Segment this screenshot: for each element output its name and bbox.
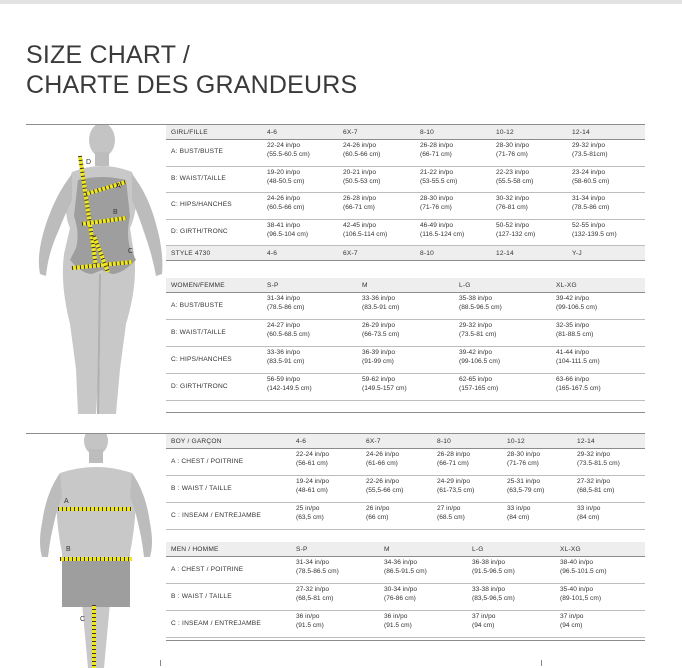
men_table-cell: (94 cm) <box>472 622 495 629</box>
table-rule <box>166 373 645 374</box>
girl_table-row-label: C: HIPS/HANCHES <box>171 201 232 209</box>
men_table-row-label: C : INSEAM / ENTREJAMBE <box>171 619 261 627</box>
women_table-cell: (165-167.5 cm) <box>556 385 601 392</box>
boy_table-cell: 24-29 in/po <box>437 478 470 485</box>
girl-label-d: D <box>86 159 92 166</box>
girl_table-cell: (71-76 cm) <box>496 151 528 158</box>
boy_table-cell: 25 in/po <box>296 505 320 512</box>
women_table-cell: 24-27 in/po <box>267 322 300 329</box>
women_table-row-label: D: GIRTH/TRONC <box>171 382 228 390</box>
women_table-row-label: A: BUST/BUSTE <box>171 301 224 309</box>
boy_table-cell: (48-61 cm) <box>296 487 328 494</box>
girl-figure-illustration <box>26 124 166 414</box>
boy_table-cell: 33 in/po <box>507 505 531 512</box>
boy-label-a: A <box>64 498 69 505</box>
table-rule <box>166 556 645 557</box>
girl_table-cell: 28-30 in/po <box>496 142 529 149</box>
boy-label-c: C <box>80 616 86 623</box>
men_table-cell: 33-38 in/po <box>472 586 505 593</box>
boy_table-size-1: 6X-7 <box>366 438 381 445</box>
women_table-cell: (83.5-91 cm) <box>267 358 305 365</box>
girl_table-style-size-2: 8-10 <box>420 250 434 257</box>
boy-figure-illustration <box>26 433 166 668</box>
women_table-cell: 29-32 in/po <box>459 322 492 329</box>
men_table-cell: 37 in/po <box>472 613 496 620</box>
boy_table-cell: 26 in/po <box>366 505 390 512</box>
table-rule <box>166 260 645 261</box>
women_table-cell: 41-44 in/po <box>556 349 589 356</box>
boy_table-cell: 27-32 in/po <box>577 478 610 485</box>
men_table-size-0: S-P <box>296 546 308 553</box>
girl_table-cell: 30-32 in/po <box>496 195 529 202</box>
women_table-cell: (78.5-86 cm) <box>267 304 305 311</box>
girl-label-a: A <box>116 183 121 190</box>
boy_table-cell: 33 in/po <box>577 505 601 512</box>
women_table-cell: (91-99 cm) <box>362 358 394 365</box>
girl_table-style-size-0: 4-6 <box>267 250 278 257</box>
women_table-cell: (81-88.5 cm) <box>556 331 594 338</box>
men_table-cell: 31-34 in/po <box>296 559 329 566</box>
title-line-1: SIZE CHART / <box>26 41 191 69</box>
men_table-cell: (91.5 cm) <box>296 622 324 629</box>
boy_table-cell: 29-32 in/po <box>577 451 610 458</box>
boy_table-size-3: 10-12 <box>507 438 525 445</box>
men_table-cell: 36-38 in/po <box>472 559 505 566</box>
women_table-cell: (88.5-96.5 cm) <box>459 304 502 311</box>
top-bar <box>0 0 682 4</box>
girl_table-cell: (66-71 cm) <box>343 204 375 211</box>
boy_table-cell: (55,5-66 cm) <box>366 487 404 494</box>
girl_table-cell: (60.5-66 cm) <box>267 204 305 211</box>
table-rule <box>166 637 645 638</box>
men_table-cell: (94 cm) <box>560 622 583 629</box>
boy_table-cell: (84 cm) <box>507 514 530 521</box>
girl_table-cell: 28-30 in/po <box>420 195 453 202</box>
women_table-header-label: WOMEN/FEMME <box>171 282 225 289</box>
boy_table-header-label: BOY / GARÇON <box>171 438 222 445</box>
women_table-cell: 33-36 in/po <box>362 295 395 302</box>
table-rule <box>166 319 645 320</box>
women_table-cell: 35-38 in/po <box>459 295 492 302</box>
men_table-size-1: M <box>384 546 390 553</box>
girl_table-row-label: A: BUST/BUSTE <box>171 148 224 156</box>
women_table-cell: (99-106.5 cm) <box>556 304 598 311</box>
boy_table-cell: (84 cm) <box>577 514 600 521</box>
women_table-cell: 59-62 in/po <box>362 376 395 383</box>
girl_table-cell: (50.5-53 cm) <box>343 177 381 185</box>
women_table-row-label: B: WAIST/TAILLE <box>171 328 227 336</box>
men_table-size-3: XL-XG <box>560 546 581 553</box>
boy_table-size-0: 4-6 <box>296 438 307 445</box>
girl_table-cell: 38-41 in/po <box>267 221 300 229</box>
table-rule <box>166 610 645 611</box>
girl_table-cell: (76-81 cm) <box>496 204 528 211</box>
table-rule <box>166 219 645 220</box>
girl_table-cell: (73.5-81cm) <box>572 151 608 158</box>
table-rule <box>166 292 645 293</box>
girl_table-cell: 22-23 in/po <box>496 168 529 176</box>
women_table-size-0: S-P <box>267 282 279 289</box>
boy_table-row-label: B : WAIST / TAILLE <box>171 484 232 492</box>
girl_table-cell: (71-76 cm) <box>420 204 452 211</box>
boy_table-cell: 22-26 in/po <box>366 478 399 485</box>
women_table-cell: (99-106.5 cm) <box>459 358 501 365</box>
women_table-size-1: M <box>362 282 368 289</box>
girl_table-cell: 24-26 in/po <box>267 195 300 202</box>
girl_table-cell: 20-21 in/po <box>343 168 376 176</box>
girl_table-cell: 50-52 in/po <box>496 221 529 229</box>
women_table-cell: (83.5-91 cm) <box>362 304 400 311</box>
boy_table-cell: (66-71 cm) <box>437 460 469 467</box>
table-rule <box>166 583 645 584</box>
men_table-cell: 38-40 in/po <box>560 559 593 566</box>
girl_table-size-3: 10-12 <box>496 129 514 136</box>
men_table-cell: (91.5-96.5 cm) <box>472 568 515 575</box>
men_table-cell: (91.5 cm) <box>384 622 412 629</box>
table-rule <box>166 400 645 401</box>
table-rule <box>166 192 645 193</box>
women_table-cell: 26-29 in/po <box>362 322 395 329</box>
girl_table-cell: (55.5-60.5 cm) <box>267 151 310 158</box>
girl_table-size-4: 12-14 <box>572 129 590 136</box>
boy-label-b: B <box>66 546 71 553</box>
girl_table-row-label: B: WAIST/TAILLE <box>171 174 227 182</box>
boy_table-cell: (68.5 cm) <box>437 514 465 521</box>
men_table-header-label: MEN / HOMME <box>171 546 219 553</box>
girl_table-cell: (116.5-124 cm) <box>420 230 465 238</box>
boy_table-cell: (73.5-81.5 cm) <box>577 460 620 467</box>
men_table-cell: (68,5-81 cm) <box>296 595 334 602</box>
girl_table-cell: (53-55.5 cm) <box>420 177 458 185</box>
men_table-cell: 30-34 in/po <box>384 586 417 593</box>
title-line-2: CHARTE DES GRANDEURS <box>26 71 358 99</box>
women_table-row-label: C: HIPS/HANCHES <box>171 355 232 363</box>
girl_table-cell: 31-34 in/po <box>572 195 605 202</box>
girl_table-cell: 24-26 in/po <box>343 142 376 149</box>
boy_table-cell: (56-61 cm) <box>296 460 328 467</box>
women_table-cell: 63-66 in/po <box>556 376 589 383</box>
section-rule-bottom-girl <box>166 412 645 413</box>
women_table-cell: 33-36 in/po <box>267 349 300 356</box>
girl_table-cell: 46-49 in/po <box>420 221 453 229</box>
girl_table-cell: (48-50.5 cm) <box>267 177 305 185</box>
girl_table-cell: 22-24 in/po <box>267 142 300 149</box>
girl_table-size-1: 6X-7 <box>343 129 358 136</box>
men_table-cell: 37 in/po <box>560 613 584 620</box>
boy_table-row-label: A : CHEST / POITRINE <box>171 457 244 465</box>
boy_table-cell: 22-24 in/po <box>296 451 329 458</box>
boy_table-size-4: 12-14 <box>577 438 595 445</box>
women_table-cell: 56-59 in/po <box>267 376 300 383</box>
girl_table-cell: (78.5-86 cm) <box>572 204 610 211</box>
boy_table-cell: (61-66 cm) <box>366 460 398 467</box>
women_table-cell: 36-39 in/po <box>362 349 395 356</box>
men_table-row-label: A : CHEST / POITRINE <box>171 565 244 573</box>
women_table-cell: 32-35 in/po <box>556 322 589 329</box>
girl_table-style-size-3: 12-14 <box>496 250 514 257</box>
girl_table-cell: 52-55 in/po <box>572 221 605 229</box>
women_table-cell: (157-165 cm) <box>459 385 499 392</box>
girl_table-style-size-1: 6X-7 <box>343 250 358 257</box>
boy_table-cell: 24-26 in/po <box>366 451 399 458</box>
girl_table-cell: (132-139.5 cm) <box>572 230 617 238</box>
men_table-row-label: B : WAIST / TAILLE <box>171 592 232 600</box>
women_table-cell: (73.5-81 cm) <box>459 331 497 338</box>
men_table-cell: (89-101,5 cm) <box>560 595 602 602</box>
men_table-cell: (96.5-101.5 cm) <box>560 568 607 575</box>
crop-mark-left <box>160 660 161 666</box>
table-rule <box>166 346 645 347</box>
boy_table-cell: 19-24 in/po <box>296 478 329 485</box>
women_table-cell: (149.5-157 cm) <box>362 385 407 392</box>
boy_table-cell: 25-31 in/po <box>507 478 540 485</box>
girl_table-size-2: 8-10 <box>420 129 434 136</box>
girl_table-cell: 21-22 in/po <box>420 168 453 176</box>
table-rule <box>166 139 645 140</box>
boy_table-cell: (63,5 cm) <box>296 514 324 521</box>
men_table-cell: (83,5-96,5 cm) <box>472 595 515 602</box>
women_table-cell: 39-42 in/po <box>556 295 589 302</box>
boy_table-cell: (68,5-81 cm) <box>577 487 615 494</box>
boy_table-cell: (66 cm) <box>366 514 389 521</box>
boy_table-cell: (61-73,5 cm) <box>437 487 475 494</box>
girl_table-cell: (106.5-114 cm) <box>343 230 388 238</box>
table-rule <box>166 529 645 530</box>
men_table-cell: (86.5-91.5 cm) <box>384 568 427 575</box>
girl_table-cell: (60.5-66 cm) <box>343 151 381 158</box>
women_table-cell: (104-111.5 cm) <box>556 358 600 365</box>
girl_table-cell: 29-32 in/po <box>572 142 605 149</box>
women_table-size-3: XL-XG <box>556 282 577 289</box>
men_table-cell: 27-32 in/po <box>296 586 329 593</box>
table-rule <box>166 166 645 167</box>
women_table-cell: (66-73.5 cm) <box>362 331 400 338</box>
women_table-cell: (60.5-68.5 cm) <box>267 331 310 338</box>
girl_table-header-label: GIRL/FILLE <box>171 129 208 136</box>
boy_table-row-label: C : INSEAM / ENTREJAMBE <box>171 511 261 519</box>
boy_table-cell: 28-30 in/po <box>507 451 540 458</box>
women_table-cell: 31-34 in/po <box>267 295 300 302</box>
girl_table-cell: 26-28 in/po <box>343 195 376 202</box>
table-rule <box>166 502 645 503</box>
page-title <box>26 40 357 100</box>
boy_table-cell: (63,5-79 cm) <box>507 487 545 494</box>
girl_table-style-size-4: Y-J <box>572 250 582 257</box>
girl_table-style-label: STYLE 4730 <box>171 250 211 257</box>
men_table-cell: (76-86 cm) <box>384 595 416 602</box>
boy_table-cell: (71-76 cm) <box>507 460 539 467</box>
men_table-size-2: L-G <box>472 546 484 553</box>
women_table-cell: 62-65 in/po <box>459 376 492 383</box>
girl_table-cell: (96.5-104 cm) <box>267 230 309 238</box>
crop-mark-right <box>541 660 542 666</box>
girl_table-cell: 23-24 in/po <box>572 168 605 176</box>
girl_table-cell: (55.5-58 cm) <box>496 177 534 185</box>
women_table-cell: (142-149.5 cm) <box>267 385 312 392</box>
girl-label-c: C <box>128 248 134 255</box>
girl_table-row-label: D: GIRTH/TRONC <box>171 227 228 235</box>
men_table-cell: 36 in/po <box>384 613 408 620</box>
men_table-cell: 35-40 in/po <box>560 586 593 593</box>
table-rule <box>166 448 645 449</box>
boy_table-size-2: 8-10 <box>437 438 451 445</box>
girl_table-cell: 19-20 in/po <box>267 168 300 176</box>
table-rule <box>166 475 645 476</box>
women_table-size-2: L-G <box>459 282 471 289</box>
girl_table-cell: 42-45 in/po <box>343 221 376 229</box>
section-rule-bottom-boy <box>166 640 645 641</box>
girl_table-cell: (66-71 cm) <box>420 151 452 158</box>
boy_table-cell: 27 in/po <box>437 505 461 512</box>
men_table-cell: 34-36 in/po <box>384 559 417 566</box>
men_table-cell: (78.5-86.5 cm) <box>296 568 339 575</box>
girl_table-cell: 26-28 in/po <box>420 142 453 149</box>
header-band <box>166 434 645 448</box>
women_table-cell: 39-42 in/po <box>459 349 492 356</box>
girl_table-size-0: 4-6 <box>267 129 278 136</box>
girl_table-cell: (58-60.5 cm) <box>572 177 610 185</box>
girl_table-cell: (127-132 cm) <box>496 230 536 238</box>
girl-label-b: B <box>113 209 118 216</box>
men_table-cell: 36 in/po <box>296 613 320 620</box>
boy_table-cell: 26-28 in/po <box>437 451 470 458</box>
